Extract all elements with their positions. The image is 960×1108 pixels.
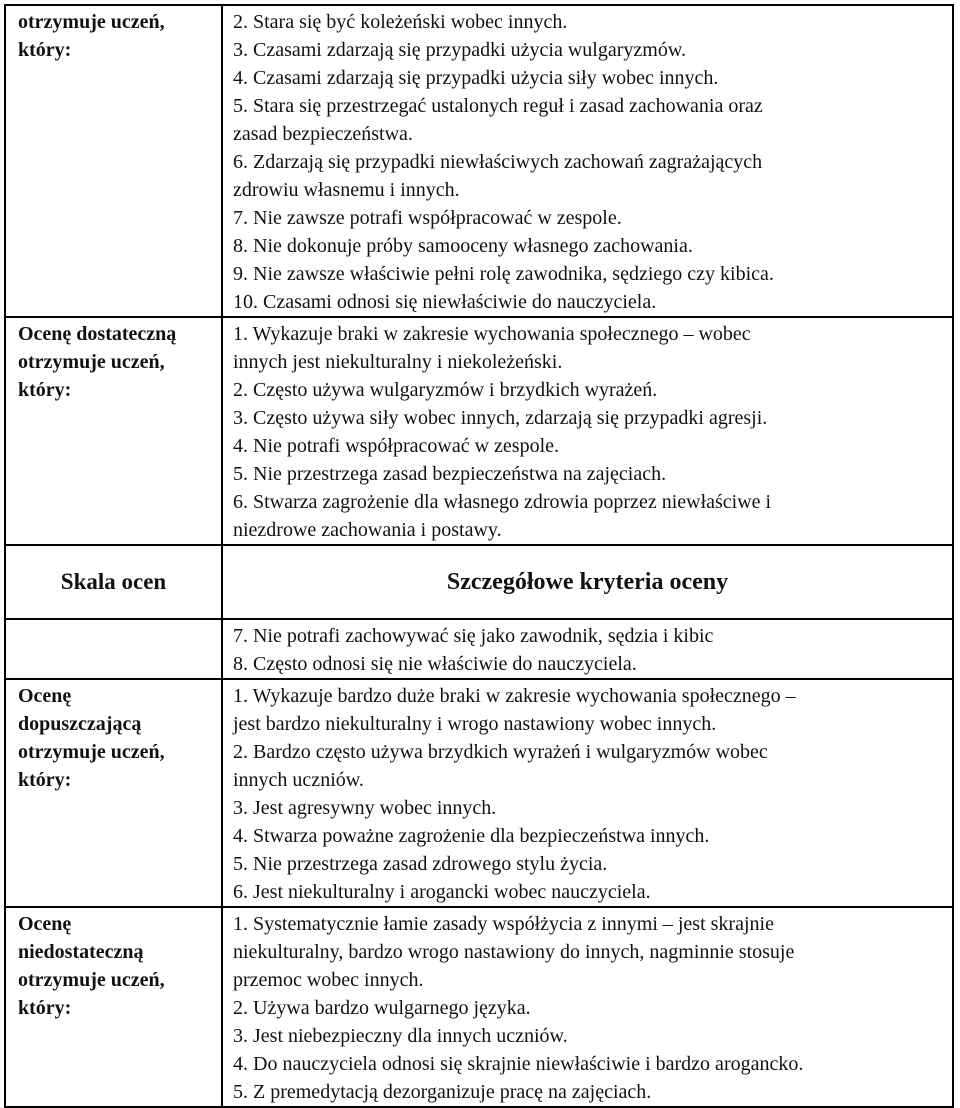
criteria-line: 2. Bardzo często używa brzydkich wyrażeń i wulgaryzmów wobec	[233, 741, 768, 763]
criteria-line: niezdrowe zachowania i postawy.	[233, 519, 502, 541]
grade-label-line: Ocenę dostateczną	[18, 323, 177, 345]
criteria-line: 4. Czasami zdarzają się przypadki użycia siły wobec innych.	[233, 67, 719, 89]
criteria-line: 6. Zdarzają się przypadki niewłaściwych zachowań zagrażających	[233, 151, 763, 173]
criteria-cell	[222, 907, 953, 1107]
grade-label-line: dopuszczającą	[18, 713, 142, 735]
grade-label-cell	[5, 5, 222, 317]
criteria-line: innych uczniów.	[233, 769, 364, 791]
criteria-line: 8. Często odnosi się nie właściwie do nauczyciela.	[233, 653, 637, 675]
criteria-line: 5. Z premedytacją dezorganizuje pracę na zajęciach.	[233, 1081, 652, 1103]
criteria-line: 5. Nie przestrzega zasad bezpieczeństwa na zajęciach.	[233, 463, 667, 485]
criteria-line: 9. Nie zawsze właściwie pełni rolę zawodnika, sędziego czy kibica.	[233, 263, 774, 285]
grade-label-cell	[5, 679, 222, 907]
table-row	[5, 317, 953, 545]
grade-label-cell	[5, 619, 222, 679]
criteria-line: 1. Wykazuje bardzo duże braki w zakresie wychowania społecznego –	[233, 685, 796, 707]
criteria-cell	[222, 679, 953, 907]
table-row	[5, 679, 953, 907]
grade-label-line: niedostateczną	[18, 941, 144, 963]
criteria-line: 7. Nie zawsze potrafi współpracować w zespole.	[233, 207, 622, 229]
criteria-line: 5. Nie przestrzega zasad zdrowego stylu życia.	[233, 853, 608, 875]
table-row	[5, 5, 953, 317]
criteria-line: niekulturalny, bardzo wrogo nastawiony do innych, nagminnie stosuje	[233, 941, 795, 963]
grade-label-line: Ocenę	[18, 685, 72, 707]
grade-label-line: otrzymuje uczeń,	[18, 969, 165, 991]
header-scale-cell	[5, 545, 222, 619]
criteria-line: 3. Czasami zdarzają się przypadki użycia wulgaryzmów.	[233, 39, 686, 61]
criteria-cell	[222, 5, 953, 317]
criteria-line: 1. Wykazuje braki w zakresie wychowania społecznego – wobec	[233, 323, 751, 345]
criteria-line: innych jest niekulturalny i niekoleżeński.	[233, 351, 563, 373]
criteria-line: 4. Do nauczyciela odnosi się skrajnie niewłaściwie i bardzo arogancko.	[233, 1053, 804, 1075]
grade-label-line: otrzymuje uczeń,	[18, 11, 165, 33]
criteria-line: zasad bezpieczeństwa.	[233, 123, 413, 145]
criteria-line: 4. Stwarza poważne zagrożenie dla bezpieczeństwa innych.	[233, 825, 710, 847]
criteria-line: przemoc wobec innych.	[233, 969, 424, 991]
criteria-line: 2. Często używa wulgaryzmów i brzydkich wyrażeń.	[233, 379, 658, 401]
grade-label-line: który:	[18, 769, 72, 791]
table-row	[5, 619, 953, 679]
criteria-line: 3. Jest niebezpieczny dla innych uczniów.	[233, 1025, 568, 1047]
criteria-line: 2. Używa bardzo wulgarnego języka.	[233, 997, 531, 1019]
grade-label-line: otrzymuje uczeń,	[18, 741, 165, 763]
grade-label-cell	[5, 317, 222, 545]
grade-label-line: Ocenę	[18, 913, 72, 935]
criteria-line: zdrowiu własnemu i innych.	[233, 179, 460, 201]
grade-label-line: który:	[18, 39, 72, 61]
grade-label-line: otrzymuje uczeń,	[18, 351, 165, 373]
criteria-line: 3. Jest agresywny wobec innych.	[233, 797, 497, 819]
criteria-line: 6. Stwarza zagrożenie dla własnego zdrowia poprzez niewłaściwe i	[233, 491, 772, 513]
header-criteria-cell	[222, 545, 953, 619]
criteria-line: 10. Czasami odnosi się niewłaściwie do nauczyciela.	[233, 291, 657, 313]
criteria-line: 8. Nie dokonuje próby samooceny własnego zachowania.	[233, 235, 693, 257]
criteria-line: 6. Jest niekulturalny i arogancki wobec nauczyciela.	[233, 881, 651, 903]
table-body	[5, 5, 953, 1107]
criteria-line: 1. Systematycznie łamie zasady współżycia z innymi – jest skrajnie	[233, 913, 774, 935]
criteria-line: Szczegółowe kryteria oceny	[446, 569, 729, 595]
criteria-line: jest bardzo niekulturalny i wrogo nastawiony wobec innych.	[233, 713, 717, 735]
grade-label-line: który:	[18, 379, 72, 401]
grade-label-line: który:	[18, 997, 72, 1019]
grade-label-cell	[5, 907, 222, 1107]
criteria-line: 7. Nie potrafi zachowywać się jako zawodnik, sędzia i kibic	[233, 625, 714, 647]
criteria-cell	[222, 317, 953, 545]
criteria-line: 4. Nie potrafi współpracować w zespole.	[233, 435, 559, 457]
criteria-line: 3. Często używa siły wobec innych, zdarzają się przypadki agresji.	[233, 407, 768, 429]
grade-label-line: Skala ocen	[60, 569, 167, 594]
criteria-line: 2. Stara się być koleżeński wobec innych.	[233, 11, 568, 33]
grading-criteria-table	[4, 4, 954, 1108]
criteria-line: 5. Stara się przestrzegać ustalonych reguł i zasad zachowania oraz	[233, 95, 763, 117]
criteria-cell	[222, 619, 953, 679]
table-row	[5, 907, 953, 1107]
table-header-row	[5, 545, 953, 619]
